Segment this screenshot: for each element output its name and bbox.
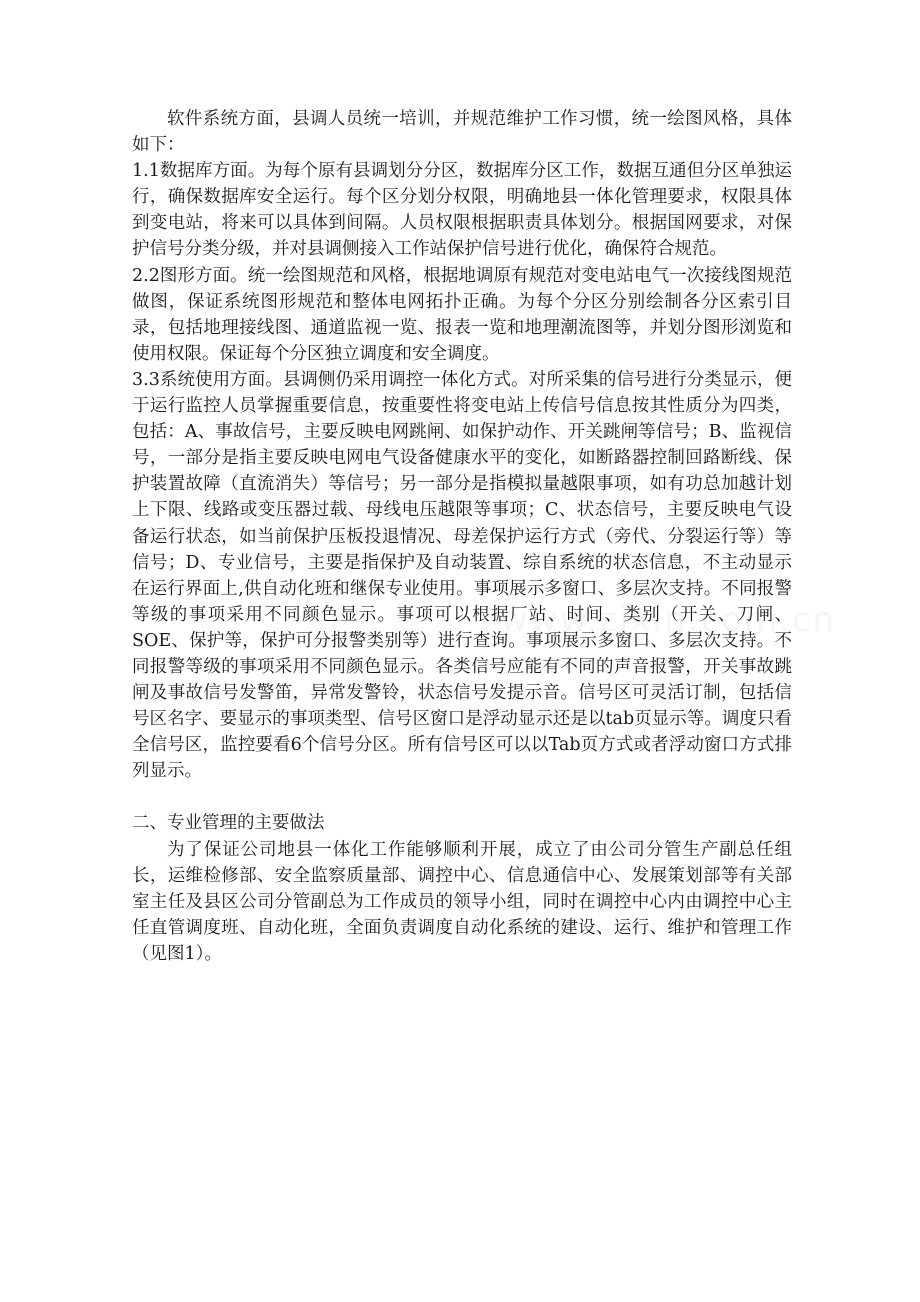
section-2-paragraph: 为了保证公司地县一体化工作能够顺利开展，成立了由公司分管生产副总任组长，运维检修部、安全监察质量部、调控中心、信息通信中心、发展策划部等有关部室主任及县区公司分管副总为工作成员的领导小组，同时在调控中心内由调控中心主任直管调度班、自动化班，全面负责调度自动化系统的建设、运行、维护和管理工作（见图1）。	[132, 839, 792, 964]
watermark	[500, 600, 660, 640]
document-body	[132, 106, 792, 967]
section-2-2-paragraph: 2.2图形方面。统一绘图规范和风格，根据地调原有规范对变电站电气一次接线图规范做图，保证系统图形规范和整体电网拓扑正确。为每个分区分别绘制各分区索引目录，包括地理接线图、通道监视一览、报表一览和地理潮流图等，并划分图形浏览和使用权限。保证每个分区独立调度和安全调度。	[132, 265, 792, 364]
intro-paragraph: 软件系统方面，县调人员统一培训，并规范维护工作习惯，统一绘图风格，具体如下：	[132, 109, 792, 156]
section-3-3-paragraph: 3.3系统使用方面。县调侧仍采用调控一体化方式。对所采集的信号进行分类显示，便于运行监控人员掌握重要信息，按重要性将变电站上传信号信息按其性质分为四类，包括：A、事故信号，主要反映电网跳闸、如保护动作、开关跳闸等信号；B、监视信号，一部分是指主要反映电网电气设备健康水平的变化，如断路器控制回路断线、保护装置故障（直流消失）等信号；另一部分是指模拟量越限事项，如有功总加越计划上下限、线路或变压器过载、母线电压越限等事项；C、状态信号，主要反映电气设备运行状态，如当前保护压板投退情况、母差保护运行方式（旁代、分裂运行等）等信号；D、专业信号，主要是指保护及自动装置、综自系统的状态信息，不主动显示在运行界面上,供自动化班和继保专业使用。事项展示多窗口、多层次支持。不同报警等级的事项采用不同颜色显示。事项可以根据厂站、时间、类别（开关、刀闸、SOE、保护等，保护可分报警类别等）进行查询。事项展示多窗口、多层次支持。不同报警等级的事项采用不同颜色显示。各类信号应能有不同的声音报警，开关事故跳闸及事故信号发警笛，异常发警铃，状态信号发提示音。信号区可灵活订制，包括信号区名字、要显示的事项类型、信号区窗口是浮动显示还是以tab页显示等。调度只看全信号区，监控要看6个信号分区。所有信号区可以以Tab页方式或者浮动窗口方式排列显示。	[132, 369, 792, 782]
section-1-1-paragraph: 1.1数据库方面。为每个原有县调划分分区，数据库分区工作，数据互通但分区单独运行，确保数据库安全运行。每个区分划分权限，明确地县一体化管理要求，权限具体到变电站，将来可以具体到间隔。人员权限根据职责具体划分。根据国网要求，对保护信号分类分级，并对县调侧接入工作站保护信号进行优化，确保符合规范。	[132, 161, 792, 260]
section-heading: 二、专业管理的主要做法	[132, 813, 325, 834]
